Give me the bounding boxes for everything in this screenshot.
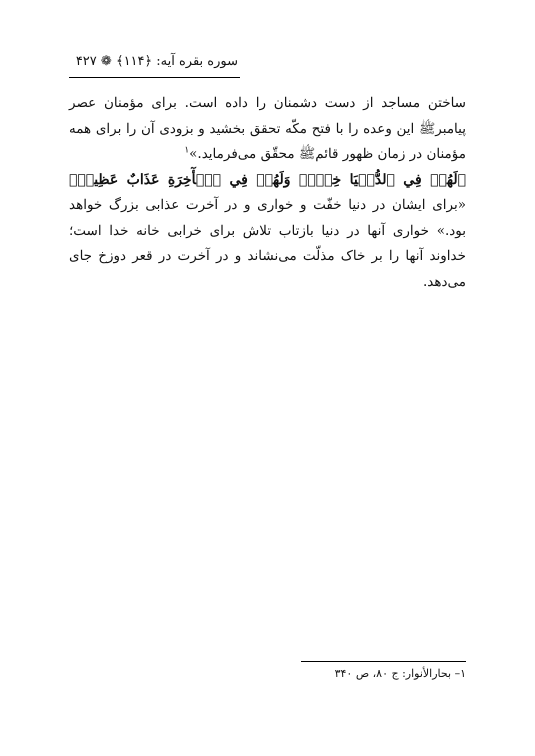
paragraph-1 xyxy=(69,91,466,168)
footnote: ۱– بحارالأنوار: ج ۸۰، ص ۳۴۰ xyxy=(334,667,466,680)
footnote-rule xyxy=(301,661,466,662)
paragraph-2 xyxy=(69,168,466,296)
paragraph-1-text: ساختن مساجد از دست دشمنان را داده است. برای مؤمنان عصر پیامبرﷺ این وعده را با فتح مکّه تحقق بخشید و بزودی آن را برای همه مؤمنان در زمان ظهور قائم‌ﷺ محقّق می‌فرماید.» xyxy=(69,95,466,162)
main-text xyxy=(69,91,466,295)
header-rule xyxy=(69,77,240,78)
footnote-reference[interactable]: ۱ xyxy=(184,145,190,156)
running-header: سوره بقره آیه: ﴿۱۱۴﴾ ❁ ۴۲۷ xyxy=(75,54,238,69)
quran-verse: ﴿لَهُمۡ فِي ٱلدُّنۡيَا خِزۡيٞ وَلَهُمۡ فِي ٱلۡأٓخِرَةِ عَذَابٌ عَظِيمٞ﴾ xyxy=(69,171,466,188)
paragraph-2-text: «برای ایشان در دنیا خفّت و خواری و در آخرت عذابی بزرگ خواهد بود.» خواری آنها در دنیا بازتاب تلاش برای خرابی خانه خدا است؛ خداوند آنها را بر خاک مذلّت می‌نشاند و در آخرت در قعر دوزخ جای می‌دهد. xyxy=(69,197,466,290)
